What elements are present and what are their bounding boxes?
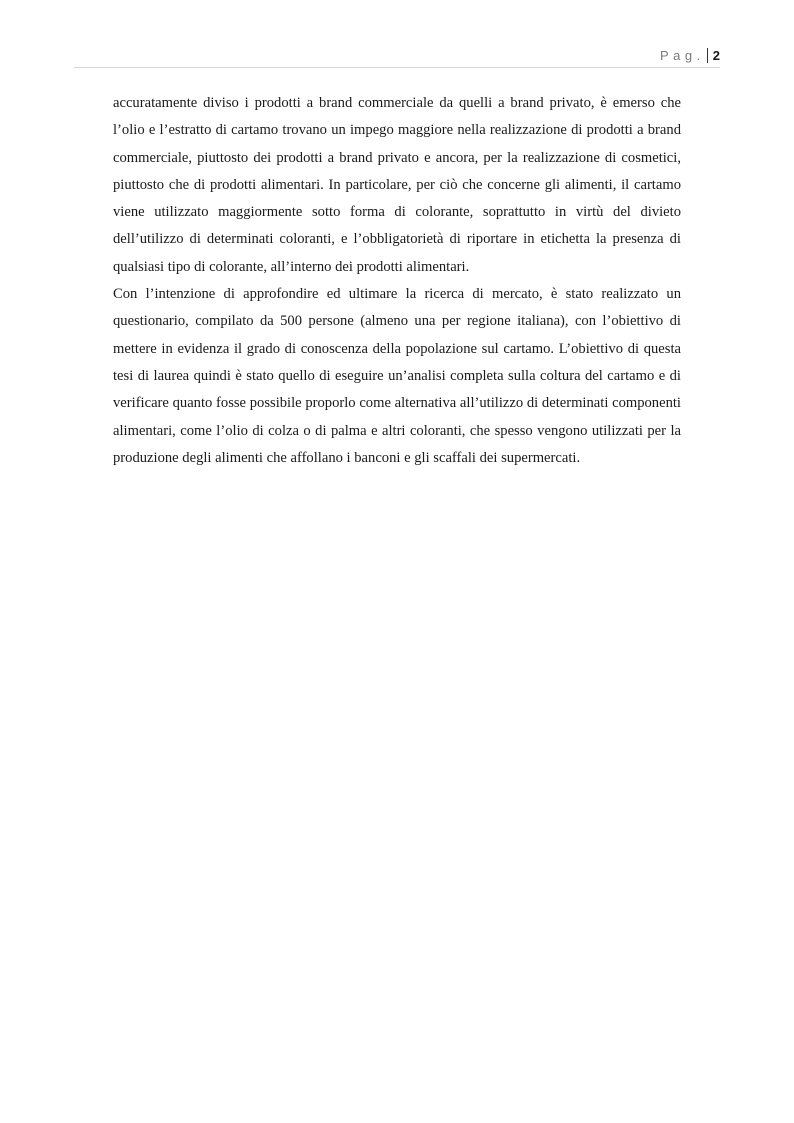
page-number: 2 — [712, 48, 720, 63]
header-rule — [74, 67, 720, 68]
paragraph-1: accuratamente diviso i prodotti a brand commerciale da quelli a brand privato, è emerso che l’olio e l’estratto di cartamo trovano un impego maggiore nella realizzazione di prodotti a brand commerciale, piuttosto dei prodotti a brand privato e ancora, per la realizzazione di cosmetici, piuttosto che di prodotti alimentari. In particolare, per ciò che concerne gli alimenti, il cartamo viene utilizzato maggiormente sotto forma di colorante, soprattutto in virtù del divieto dell’utilizzo di determinati coloranti, e l’obbligatorietà di riportare in etichetta la presenza di qualsiasi tipo di colorante, all’interno dei prodotti alimentari. — [113, 95, 681, 275]
body-text — [113, 90, 681, 472]
paragraph-2: Con l’intenzione di approfondire ed ultimare la ricerca di mercato, è stato realizzato un questionario, compilato da 500 persone (almeno una per regione italiana), con l’obiettivo di mettere in evidenza il grado di conoscenza della popolazione sul cartamo. L’obiettivo di questa tesi di laurea quindi è stato quello di eseguire un’analisi completa sulla coltura del cartamo e di verificare quanto fosse possibile proporlo come alternativa all’utilizzo di determinati componenti alimentari, come l’olio di colza o di palma e altri coloranti, che spesso vengono utilizzati per la produzione degli alimenti che affollano i banconi e gli scaffali dei supermercati. — [113, 286, 681, 466]
header-separator — [707, 48, 708, 63]
page-header — [660, 48, 720, 63]
page-label: Pag. — [660, 48, 705, 63]
